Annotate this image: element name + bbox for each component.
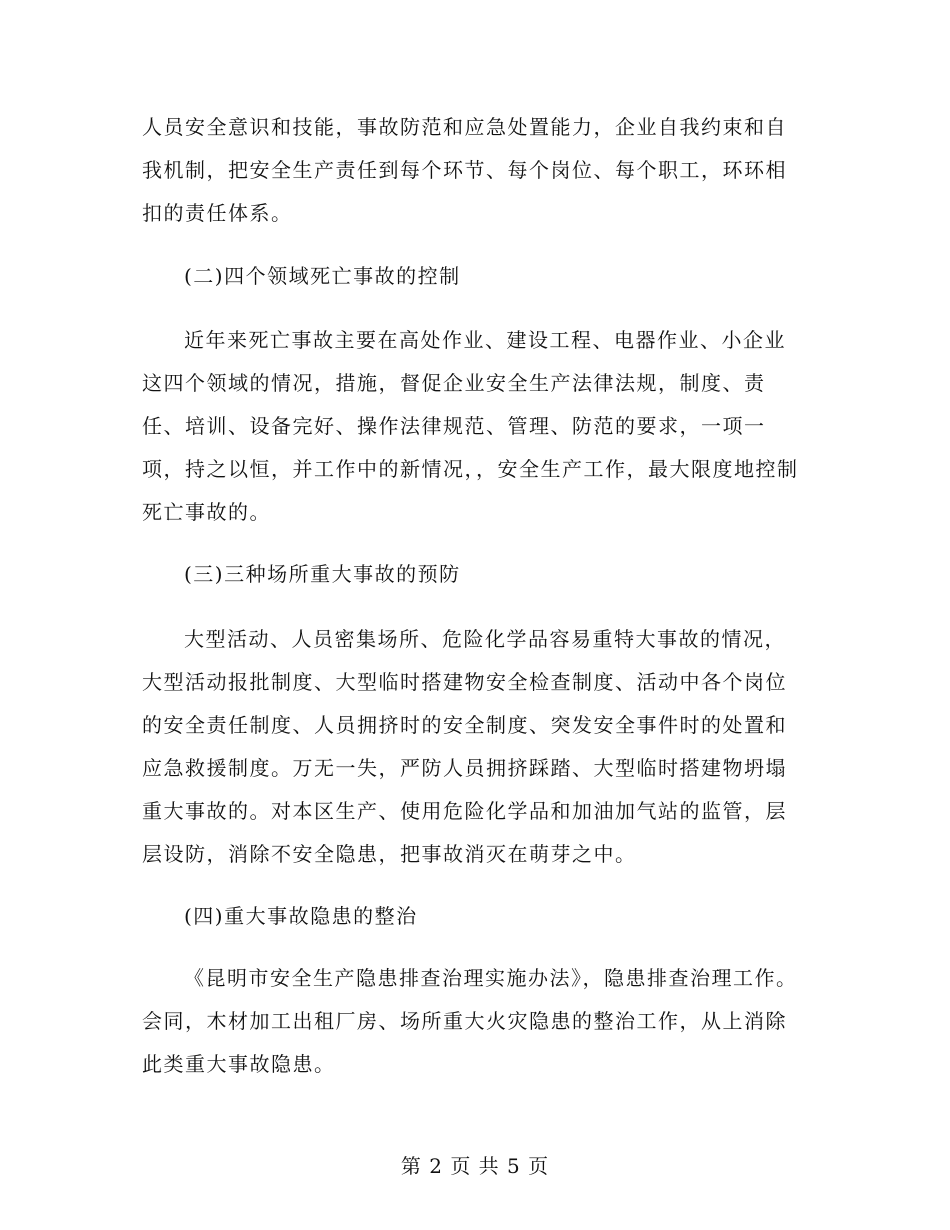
paragraph-hazard-rectification: 《昆明市安全生产隐患排查治理实施办法》，隐患排查治理工作。会同，木材加工出租厂房、场所重大火灾隐患的整治工作，从上消除此类重大事故隐患。 [142, 966, 798, 1076]
section-heading-three-venues: (三)三种场所重大事故的预防 [184, 562, 461, 586]
paragraph-responsibility-system: 人员安全意识和技能，事故防范和应急处置能力，企业自我约束和自我机制，把安全生产责任到每个环节、每个岗位、每个职工，环环相扣的责任体系。 [142, 115, 787, 225]
paragraph-major-accident-prevention: 大型活动、人员密集场所、危险化学品容易重特大事故的情况，大型活动报批制度、大型临时搭建物安全检查制度、活动中各个岗位的安全责任制度、人员拥挤时的安全制度、突发安全事件时的处置和应急救援制度。万无一失，严防人员拥挤踩踏、大型临时搭建物坍塌重大事故的。对本区生产、使用危险化学品和加油加气站的监管，层层设防，消除不安全隐患，把事故消灭在萌芽之中。 [142, 627, 787, 866]
paragraph-fatal-accident-control: 近年来死亡事故主要在高处作业、建设工程、电器作业、小企业这四个领域的情况，措施，督促企业安全生产法律法规，制度、责任、培训、设备完好、操作法律规范、管理、防范的要求，一项一项，持之以恒，并工作中的新情况，，安全生产工作，最大限度地控制死亡事故的。 [142, 328, 799, 524]
section-heading-four-domains: (二)四个领域死亡事故的控制 [184, 264, 461, 288]
page-number-footer: 第 2 页 共 5 页 [400, 1154, 550, 1178]
section-heading-hazard-rectification: (四)重大事故隐患的整治 [184, 904, 418, 928]
